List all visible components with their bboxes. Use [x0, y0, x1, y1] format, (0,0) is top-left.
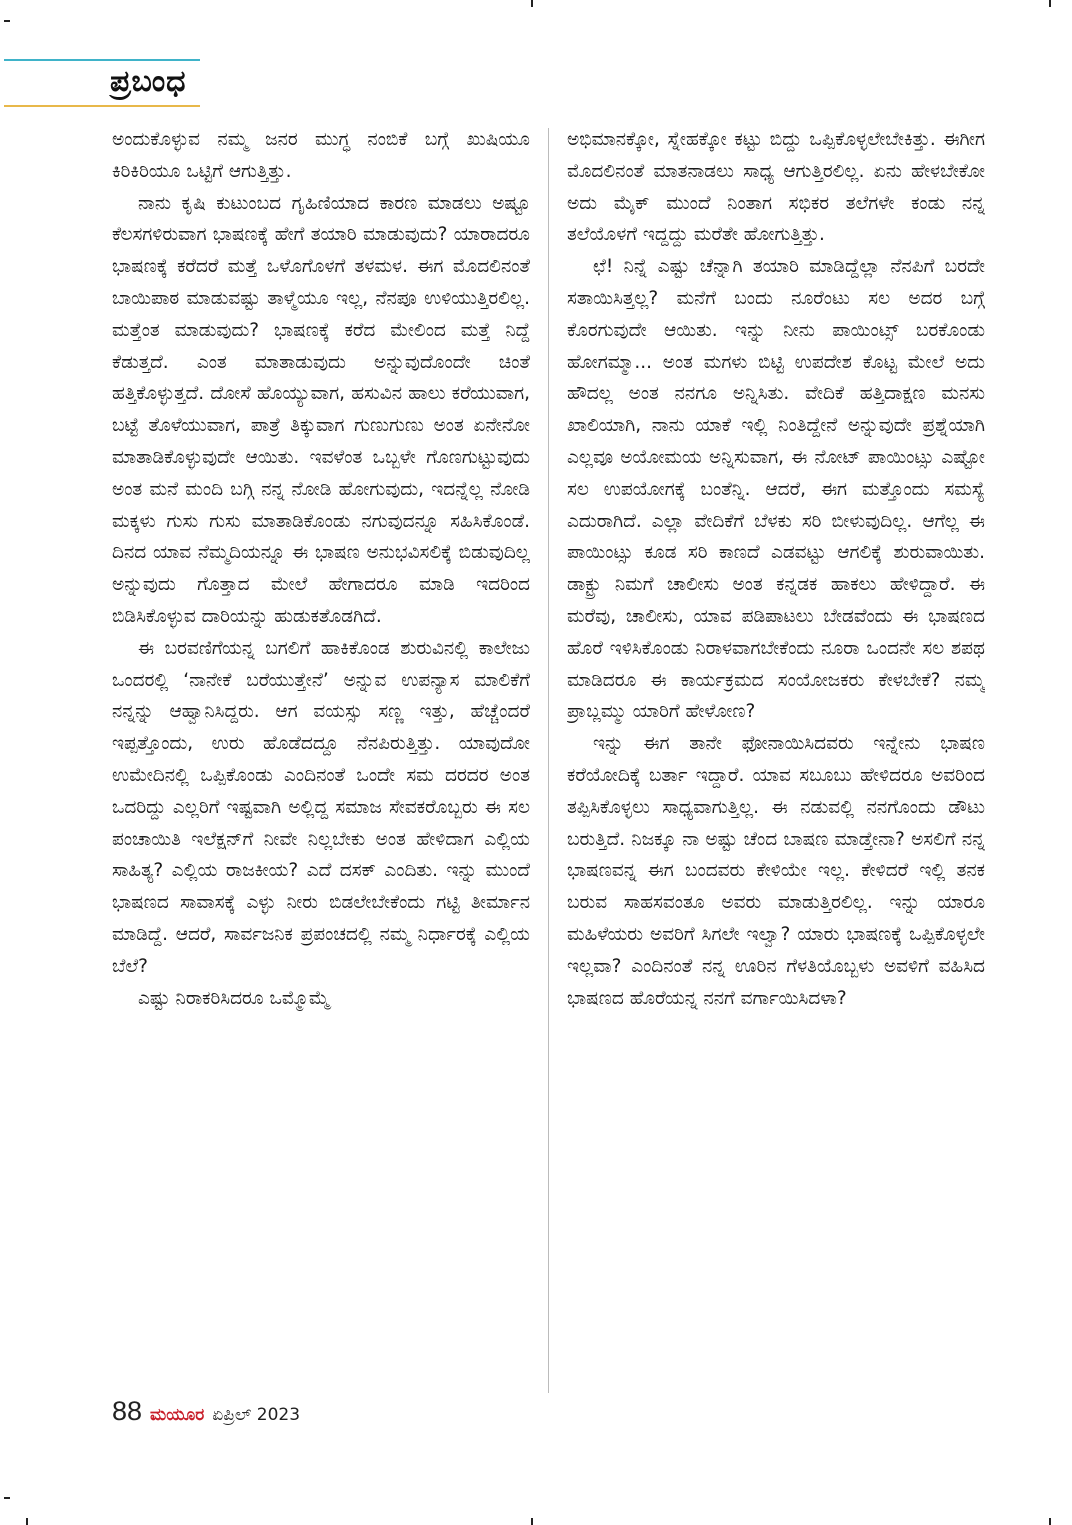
paragraph: ಎಷ್ಟು ನಿರಾಕರಿಸಿದರೂ ಒಮ್ಮೊಮ್ಮೆ [138, 987, 330, 1009]
paragraph: ಈ ಬರವಣಿಗೆಯನ್ನ ಬಗಲಿಗೆ ಹಾಕಿಕೊಂಡ ಶುರುವಿನಲ್ಲಿ ಕಾಲೇಜು ಒಂದರಲ್ಲಿ ‘ನಾನೇಕೆ ಬರೆಯುತ್ತೇನೆ’ ಅನ್ನುವ ಉಪನ್ಯಾಸ ಮಾಲಿಕೆಗೆ ನನ್ನನ್ನು ಆಹ್ವಾನಿಸಿದ್ದರು. ಆಗ ವಯಸ್ಸು ಸಣ್ಣ ಇತ್ತು, ಹೆಚ್ಚೆಂದರೆ ಇಪ್ಪತ್ತೊಂದು, ಉರು ಹೊಡೆದದ್ದೂ ನೆನಪಿರುತ್ತಿತ್ತು. ಯಾವುದೋ ಉಮೇದಿನಲ್ಲಿ ಒಪ್ಪಿಕೊಂಡು ಎಂದಿನಂತೆ ಒಂದೇ ಸಮ ದರದರ ಅಂತ ಒದರಿದ್ದು ಎಲ್ಲರಿಗೆ ಇಷ್ಟವಾಗಿ ಅಲ್ಲಿದ್ದ ಸಮಾಜ ಸೇವಕರೊಬ್ಬರು ಈ ಸಲ ಪಂಚಾಯಿತಿ ಇಲೆಕ್ಷನ್‌ಗೆ ನೀವೇ ನಿಲ್ಲಬೇಕು ಅಂತ ಹೇಳಿದಾಗ ಎಲ್ಲಿಯ ಸಾಹಿತ್ಯ? ಎಲ್ಲಿಯ ರಾಜಕೀಯ? ಎದೆ ದಸಕ್ ಎಂದಿತು. ಇನ್ನು ಮುಂದೆ ಭಾಷಣದ ಸಾವಾಸಕ್ಕೆ ಎಳ್ಳು ನೀರು ಬಿಡಲೇಬೇಕೆಂದು ಗಟ್ಟಿ ತೀರ್ಮಾನ ಮಾಡಿದ್ದೆ. ಆದರೆ, ಸಾರ್ವಜನಿಕ ಪ್ರಪಂಚದಲ್ಲಿ ನಮ್ಮ ನಿರ್ಧಾರಕ್ಕೆ ಎಲ್ಲಿಯ ಬೆಲೆ? [112, 637, 530, 977]
crop-mark-top-center [531, 0, 533, 7]
crop-mark-top-left [4, 20, 10, 22]
header-rule-top [4, 59, 200, 61]
article-column-left [112, 124, 530, 1382]
crop-mark-bottom-left [4, 1497, 10, 1499]
header-rule-bottom [4, 105, 200, 107]
crop-mark-top-right-tick [1049, 0, 1051, 7]
crop-mark-bottom-left-tick [26, 1518, 28, 1525]
paragraph: ಛೆ! ನಿನ್ನೆ ಎಷ್ಟು ಚೆನ್ನಾಗಿ ತಯಾರಿ ಮಾಡಿದ್ದೆಲ್ಲಾ ನೆನಪಿಗೆ ಬರದೇ ಸತಾಯಿಸಿತ್ತಲ್ಲ? ಮನೆಗೆ ಬಂದು ನೂರೆಂಟು ಸಲ ಅದರ ಬಗ್ಗೆ ಕೊರಗುವುದೇ ಆಯಿತು. ಇನ್ನು ನೀನು ಪಾಯಿಂಟ್ಸ್ ಬರಕೊಂಡು ಹೋಗಮ್ಮಾ... ಅಂತ ಮಗಳು ಬಿಟ್ಟಿ ಉಪದೇಶ ಕೊಟ್ಟ ಮೇಲೆ ಅದು ಹೌದಲ್ಲ ಅಂತ ನನಗೂ ಅನ್ನಿಸಿತು. ವೇದಿಕೆ ಹತ್ತಿದಾಕ್ಷಣ ಮನಸು ಖಾಲಿಯಾಗಿ, ನಾನು ಯಾಕೆ ಇಲ್ಲಿ ನಿಂತಿದ್ದೇನೆ ಅನ್ನುವುದೇ ಪ್ರಶ್ನೆಯಾಗಿ ಎಲ್ಲವೂ ಅಯೋಮಯ ಅನ್ನಿಸುವಾಗ, ಈ ನೋಟ್ ಪಾಯಿಂಟ್ಸು ಎಷ್ಟೋ ಸಲ ಉಪಯೋಗಕ್ಕೆ ಬಂತೆನ್ನಿ. ಆದರೆ, ಈಗ ಮತ್ತೊಂದು ಸಮಸ್ಯೆ ಎದುರಾಗಿದೆ. ಎಲ್ಲಾ ವೇದಿಕೆಗೆ ಬೆಳಕು ಸರಿ ಬೀಳುವುದಿಲ್ಲ. ಆಗೆಲ್ಲ ಈ ಪಾಯಿಂಟ್ಸು ಕೂಡ ಸರಿ ಕಾಣದೆ ಎಡವಟ್ಟು ಆಗಲಿಕ್ಕೆ ಶುರುವಾಯಿತು. ಡಾಕ್ಟ್ರು ನಿಮಗೆ ಚಾಲೀಸು ಅಂತ ಕನ್ನಡಕ ಹಾಕಲು ಹೇಳಿದ್ದಾರೆ. ಈ ಮರೆವು, ಚಾಲೀಸು, ಯಾವ ಪಡಿಪಾಟಲು ಬೇಡವೆಂದು ಈ ಭಾಷಣದ ಹೊರೆ ಇಳಿಸಿಕೊಂಡು ನಿರಾಳವಾಗಬೇಕೆಂದು ನೂರಾ ಒಂದನೇ ಸಲ ಶಪಥ ಮಾಡಿದರೂ ಈ ಕಾರ್ಯಕ್ರಮದ ಸಂಯೋಜಕರು ಕೇಳಬೇಕೆ? ನಮ್ಮ ಪ್ರಾಬ್ಲಮ್ಮು ಯಾರಿಗೆ ಹೇಳೋಣ? [567, 256, 985, 723]
paragraph: ನಾನು ಕೃಷಿ ಕುಟುಂಬದ ಗೃಹಿಣಿಯಾದ ಕಾರಣ ಮಾಡಲು ಅಷ್ಟೂ ಕೆಲಸಗಳಿರುವಾಗ ಭಾಷಣಕ್ಕೆ ಹೇಗೆ ತಯಾರಿ ಮಾಡುವುದು? ಯಾರಾದರೂ ಭಾಷಣಕ್ಕೆ ಕರೆದರೆ ಮತ್ತೆ ಒಳೊಗೊಳಗೆ ತಳಮಳ. ಈಗ ಮೊದಲಿನಂತೆ ಬಾಯಿಪಾಠ ಮಾಡುವಷ್ಟು ತಾಳ್ಮೆಯೂ ಇಲ್ಲ, ನೆನಪೂ ಉಳಿಯುತ್ತಿರಲಿಲ್ಲ. ಮತ್ತೆಂತ ಮಾಡುವುದು? ಭಾಷಣಕ್ಕೆ ಕರೆದ ಮೇಲಿಂದ ಮತ್ತೆ ನಿದ್ದೆ ಕೆಡುತ್ತದೆ. ಎಂತ ಮಾತಾಡುವುದು ಅನ್ನುವುದೊಂದೇ ಚಿಂತೆ ಹತ್ತಿಕೊಳ್ಳುತ್ತದೆ. ದೋಸೆ ಹೊಯ್ಯುವಾಗ, ಹಸುವಿನ ಹಾಲು ಕರೆಯುವಾಗ, ಬಟ್ಟೆ ತೊಳೆಯುವಾಗ, ಪಾತ್ರೆ ತಿಕ್ಕುವಾಗ ಗುಣುಗುಣು ಅಂತ ಏನೇನೋ ಮಾತಾಡಿಕೊಳ್ಳುವುದೇ ಆಯಿತು. ಇವಳೆಂತ ಒಬ್ಬಳೇ ಗೊಣಗುಟ್ಟುವುದು ಅಂತ ಮನೆ ಮಂದಿ ಬಗ್ಗಿ ನನ್ನ ನೋಡಿ ಹೋಗುವುದು, ಇದನ್ನೆಲ್ಲ ನೋಡಿ ಮಕ್ಕಳು ಗುಸು ಗುಸು ಮಾತಾಡಿಕೊಂಡು ನಗುವುದನ್ನೂ ಸಹಿಸಿಕೊಂಡೆ. ದಿನದ ಯಾವ ನೆಮ್ಮದಿಯನ್ನೂ ಈ ಭಾಷಣ ಅನುಭವಿಸಲಿಕ್ಕೆ ಬಿಡುವುದಿಲ್ಲ ಅನ್ನುವುದು ಗೊತ್ತಾದ ಮೇಲೆ ಹೇಗಾದರೂ ಮಾಡಿ ಇದರಿಂದ ಬಿಡಿಸಿಕೊಳ್ಳುವ ದಾರಿಯನ್ನು ಹುಡುಕತೊಡಗಿದೆ. [112, 192, 530, 627]
column-divider [548, 128, 549, 1393]
magazine-logo: ಮಯೂರ [150, 1405, 205, 1425]
issue-date: ಏಪ್ರಿಲ್ 2023 [212, 1405, 301, 1425]
paragraph: ಇನ್ನು ಈಗ ತಾನೇ ಫೋನಾಯಿಸಿದವರು ಇನ್ನೇನು ಭಾಷಣ ಕರೆಯೋದಿಕ್ಕೆ ಬರ್ತಾ ಇದ್ದಾರೆ. ಯಾವ ಸಬೂಬು ಹೇಳಿದರೂ ಅವರಿಂದ ತಪ್ಪಿಸಿಕೊಳ್ಳಲು ಸಾಧ್ಯವಾಗುತ್ತಿಲ್ಲ. ಈ ನಡುವಲ್ಲಿ ನನಗೊಂದು ಡೌಟು ಬರುತ್ತಿದೆ. ನಿಜಕ್ಕೂ ನಾ ಅಷ್ಟು ಚೆಂದ ಬಾಷಣ ಮಾಡ್ತೇನಾ? ಅಸಲಿಗೆ ನನ್ನ ಭಾಷಣವನ್ನ ಈಗ ಬಂದವರು ಕೇಳಿಯೇ ಇಲ್ಲ. ಕೇಳಿದರೆ ಇಲ್ಲಿ ತನಕ ಬರುವ ಸಾಹಸವಂತೂ ಅವರು ಮಾಡುತ್ತಿರಲಿಲ್ಲ. ಇನ್ನು ಯಾರೂ ಮಹಿಳೆಯರು ಅವರಿಗೆ ಸಿಗಲೇ ಇಲ್ವಾ? ಯಾರು ಭಾಷಣಕ್ಕೆ ಒಪ್ಪಿಕೊಳ್ಳಲೇ ಇಲ್ಲವಾ? ಎಂದಿನಂತೆ ನನ್ನ ಊರಿನ ಗೆಳತಿಯೊಬ್ಬಳು ಅವಳಿಗೆ ವಹಿಸಿದ ಭಾಷಣದ ಹೊರೆಯನ್ನ ನನಗೆ ವರ್ಗಾಯಿಸಿದಳಾ? [567, 733, 985, 1009]
paragraph: ಅಂದುಕೊಳ್ಳುವ ನಮ್ಮ ಜನರ ಮುಗ್ಧ ನಂಬಿಕೆ ಬಗ್ಗೆ ಖುಷಿಯೂ ಕಿರಿಕಿರಿಯೂ ಒಟ್ಟಿಗೆ ಆಗುತ್ತಿತ್ತು. [112, 129, 530, 182]
article-column-right [567, 124, 985, 1382]
crop-mark-bottom-center [531, 1518, 533, 1525]
section-title: ಪ್ರಬಂಧ [110, 64, 187, 99]
page-number: 88 [112, 1396, 143, 1426]
paragraph: ಅಭಿಮಾನಕ್ಕೋ, ಸ್ನೇಹಕ್ಕೋ ಕಟ್ಟು ಬಿದ್ದು ಒಪ್ಪಿಕೊಳ್ಳಲೇಬೇಕಿತ್ತು. ಈಗೀಗ ಮೊದಲಿನಂತೆ ಮಾತನಾಡಲು ಸಾಧ್ಯ ಆಗುತ್ತಿರಲಿಲ್ಲ. ಏನು ಹೇಳಬೇಕೋ ಅದು ಮೈಕ್ ಮುಂದೆ ನಿಂತಾಗ ಸಭಿಕರ ತಲೆಗಳೇ ಕಂಡು ನನ್ನ ತಲೆಯೊಳಗೆ ಇದ್ದದ್ದು ಮರೆತೇ ಹೋಗುತ್ತಿತ್ತು. [567, 129, 985, 246]
crop-mark-bottom-right-tick [1049, 1518, 1051, 1525]
page-footer [112, 1396, 300, 1432]
